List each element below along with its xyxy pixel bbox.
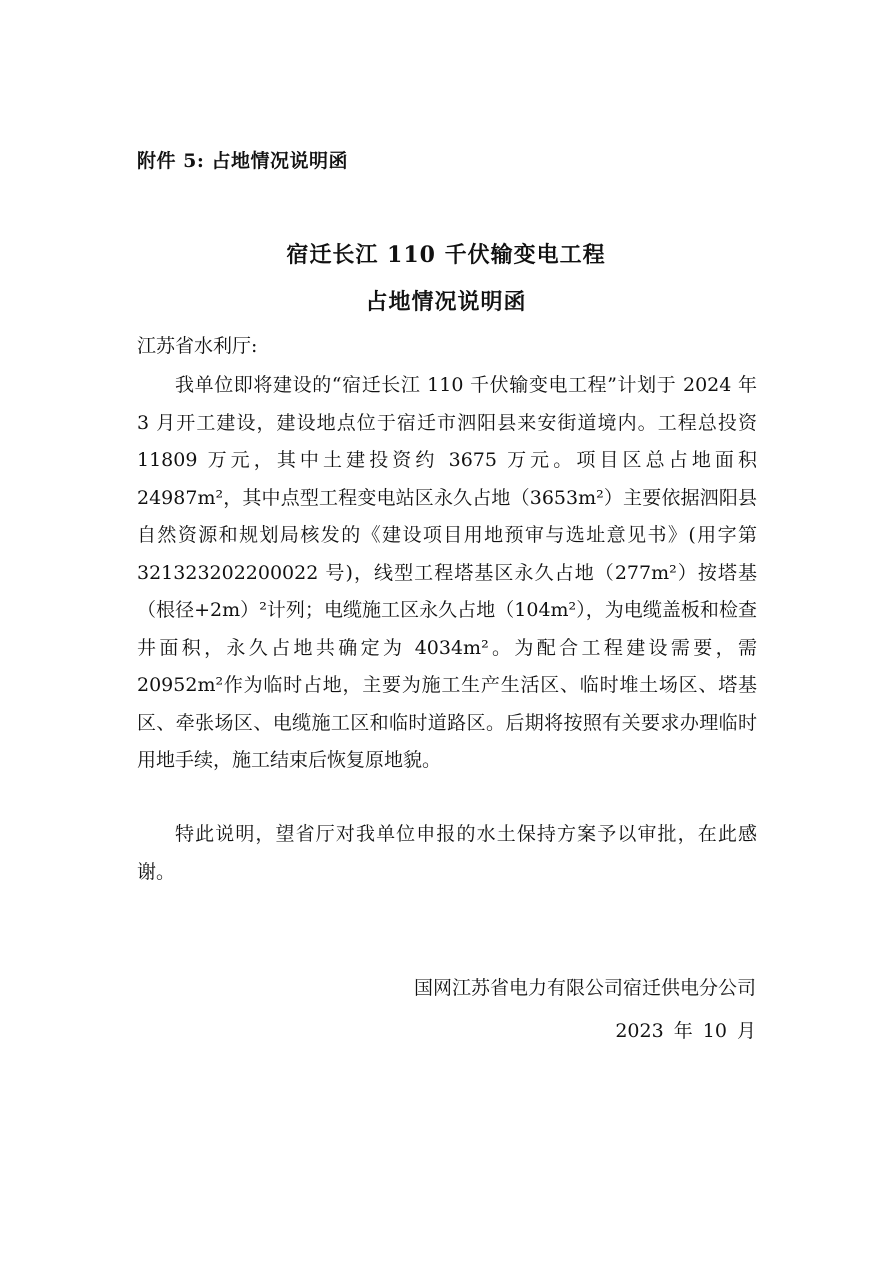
salutation: 江苏省水利厅: <box>137 335 258 357</box>
body-paragraph-2: 特此说明，望省厅对我单位申报的水土保持方案予以审批，在此感谢。 <box>137 823 757 883</box>
body-paragraph-1: 我单位即将建设的“宿迁长江 110 千伏输变电工程”计划于 2024 年 3 月开工建设，建设地点位于宿迁市泗阳县来安街道境内。工程总投资 11809 万元，其中土建投资约 3675 万元。项目区总占地面积 24987m²，其中点型工程变电站区永久占地（3653m²）主要依据泗阳县自然资源和规划局核发的《建设项目用地预审与选址意见书》(用字第 321323202200022 号)，线型工程塔基区永久占地（277m²）按塔基（根径+2m）²计列；电缆施工区永久占地（104m²），为电缆盖板和检查井面积，永久占地共确定为 4034m²。为配合工程建设需要，需 20952m²作为临时占地，主要为施工生产生活区、临时堆土场区、塔基区、牵张场区、电缆施工区和临时道路区。后期将按照有关要求办理临时用地手续，施工结束后恢复原地貌。 <box>137 374 757 771</box>
signature-date: 2023 年 10 月 <box>615 1020 756 1042</box>
attachment-label: 附件 5: 占地情况说明函 <box>137 150 348 172</box>
signature-organization: 国网江苏省电力有限公司宿迁供电分公司 <box>413 977 756 999</box>
document-title-line2: 占地情况说明函 <box>365 289 527 315</box>
document-title-line1: 宿迁长江 110 千伏输变电工程 <box>286 242 606 268</box>
